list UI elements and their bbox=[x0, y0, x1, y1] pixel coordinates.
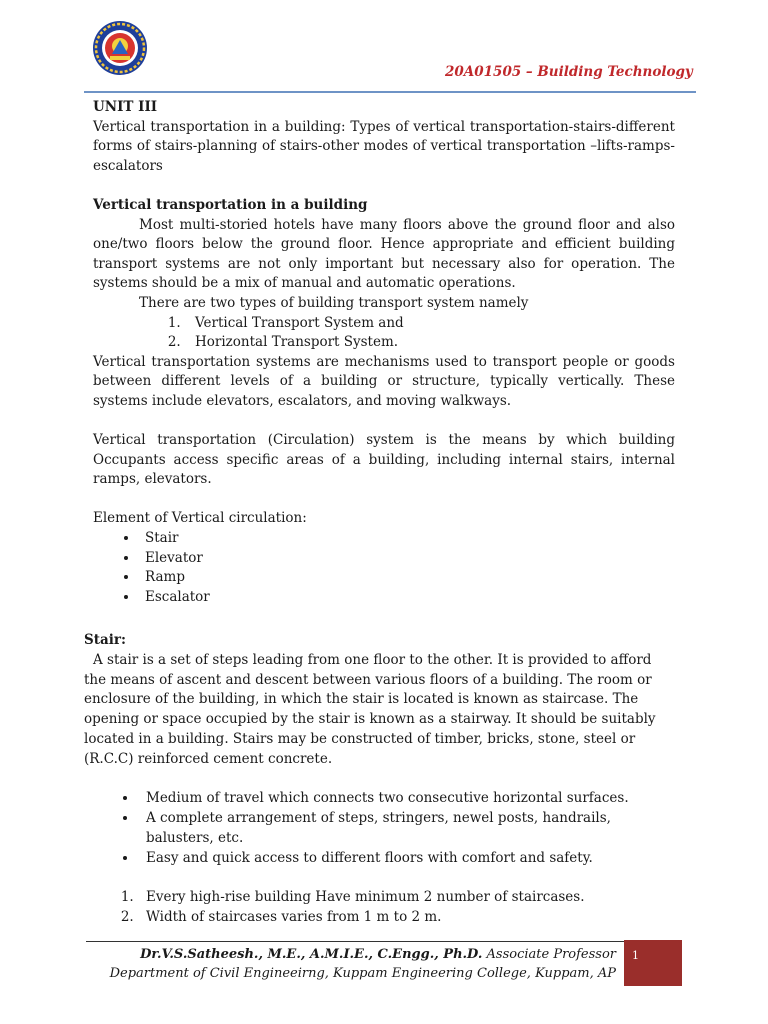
list-item: • Escalator bbox=[139, 588, 675, 608]
document-body bbox=[93, 98, 675, 607]
circulation-elements-list bbox=[93, 529, 675, 607]
author-name: Dr.V.S.Satheesh., M.E., A.M.I.E., C.Engg., Ph.D. bbox=[140, 947, 483, 962]
unit-syllabus: Vertical transportation in a building: Types of vertical transportation-stairs-different forms of stairs-planning of stairs-other modes of vertical transportation –lifts-ramps-escalators bbox=[93, 118, 675, 174]
page-number: 1 bbox=[632, 949, 639, 962]
elements-heading: Element of Vertical circulation: bbox=[93, 510, 307, 527]
list-item: • Stair bbox=[139, 529, 675, 549]
footer-department: Department of Civil Engineeirng, Kuppam Engineering College, Kuppam, AP bbox=[109, 966, 616, 981]
footer-author-line bbox=[92, 945, 616, 964]
unit-title: UNIT III bbox=[93, 99, 158, 115]
list-item: • Elevator bbox=[139, 549, 675, 569]
footer bbox=[92, 945, 616, 983]
author-role: Associate Professor bbox=[482, 947, 616, 962]
list-item: • Medium of travel which connects two consecutive horizontal surfaces. bbox=[138, 789, 678, 809]
list-item: • Easy and quick access to different floors with comfort and safety. bbox=[138, 849, 678, 869]
stair-rules-list bbox=[84, 888, 676, 928]
section-heading: Vertical transportation in a building bbox=[93, 196, 368, 213]
page-number-box bbox=[624, 940, 682, 986]
list-item: • Ramp bbox=[139, 568, 675, 588]
list-item: 1. Every high-rise building Have minimum 2 number of staircases. bbox=[138, 888, 676, 908]
course-title: 20A01505 – Building Technology bbox=[445, 64, 693, 80]
list-item: • A complete arrangement of steps, stringers, newel posts, handrails, balusters, etc. bbox=[138, 809, 678, 849]
list-item: 1. Vertical Transport System and bbox=[185, 314, 675, 334]
stair-section bbox=[84, 631, 676, 928]
list-item: 2. Width of staircases varies from 1 m to 2 m. bbox=[138, 908, 676, 928]
college-emblem-icon bbox=[92, 20, 148, 76]
paragraph-hotels: Most multi-storied hotels have many floors above the ground floor and also one/two floors below the ground floor. Hence appropriate and efficient building transport systems are not only important but necessary also for operation. The systems should be a mix of manual and automatic operations. bbox=[93, 216, 675, 292]
footer-divider bbox=[86, 941, 626, 942]
transport-types-list bbox=[93, 314, 675, 353]
list-item: 2. Horizontal Transport System. bbox=[185, 333, 675, 353]
paragraph-circulation: Vertical transportation (Circulation) system is the means by which building Occupants access specific areas of a building, including internal stairs, internal ramps, elevators. bbox=[93, 432, 675, 488]
stair-features-list bbox=[84, 789, 678, 868]
paragraph-systems: Vertical transportation systems are mechanisms used to transport people or goods between different levels of a building or structure, typically vertically. These systems include elevators, escalators, and moving walkways. bbox=[93, 353, 675, 409]
stair-description: A stair is a set of steps leading from one floor to the other. It is provided to afford the means of ascent and descent between various floors of a building. The room or enclosure of the building, in which the stair is located is known as staircase. The opening or space occupied by the stair is known as a stairway. It should be suitably located in a building. Stairs may be constructed of timber, bricks, stone, steel or (R.C.C) reinforced cement concrete. bbox=[84, 651, 656, 767]
stair-heading: Stair: bbox=[84, 632, 126, 648]
types-intro: There are two types of building transport system namely bbox=[139, 294, 529, 311]
header-divider bbox=[84, 91, 696, 93]
